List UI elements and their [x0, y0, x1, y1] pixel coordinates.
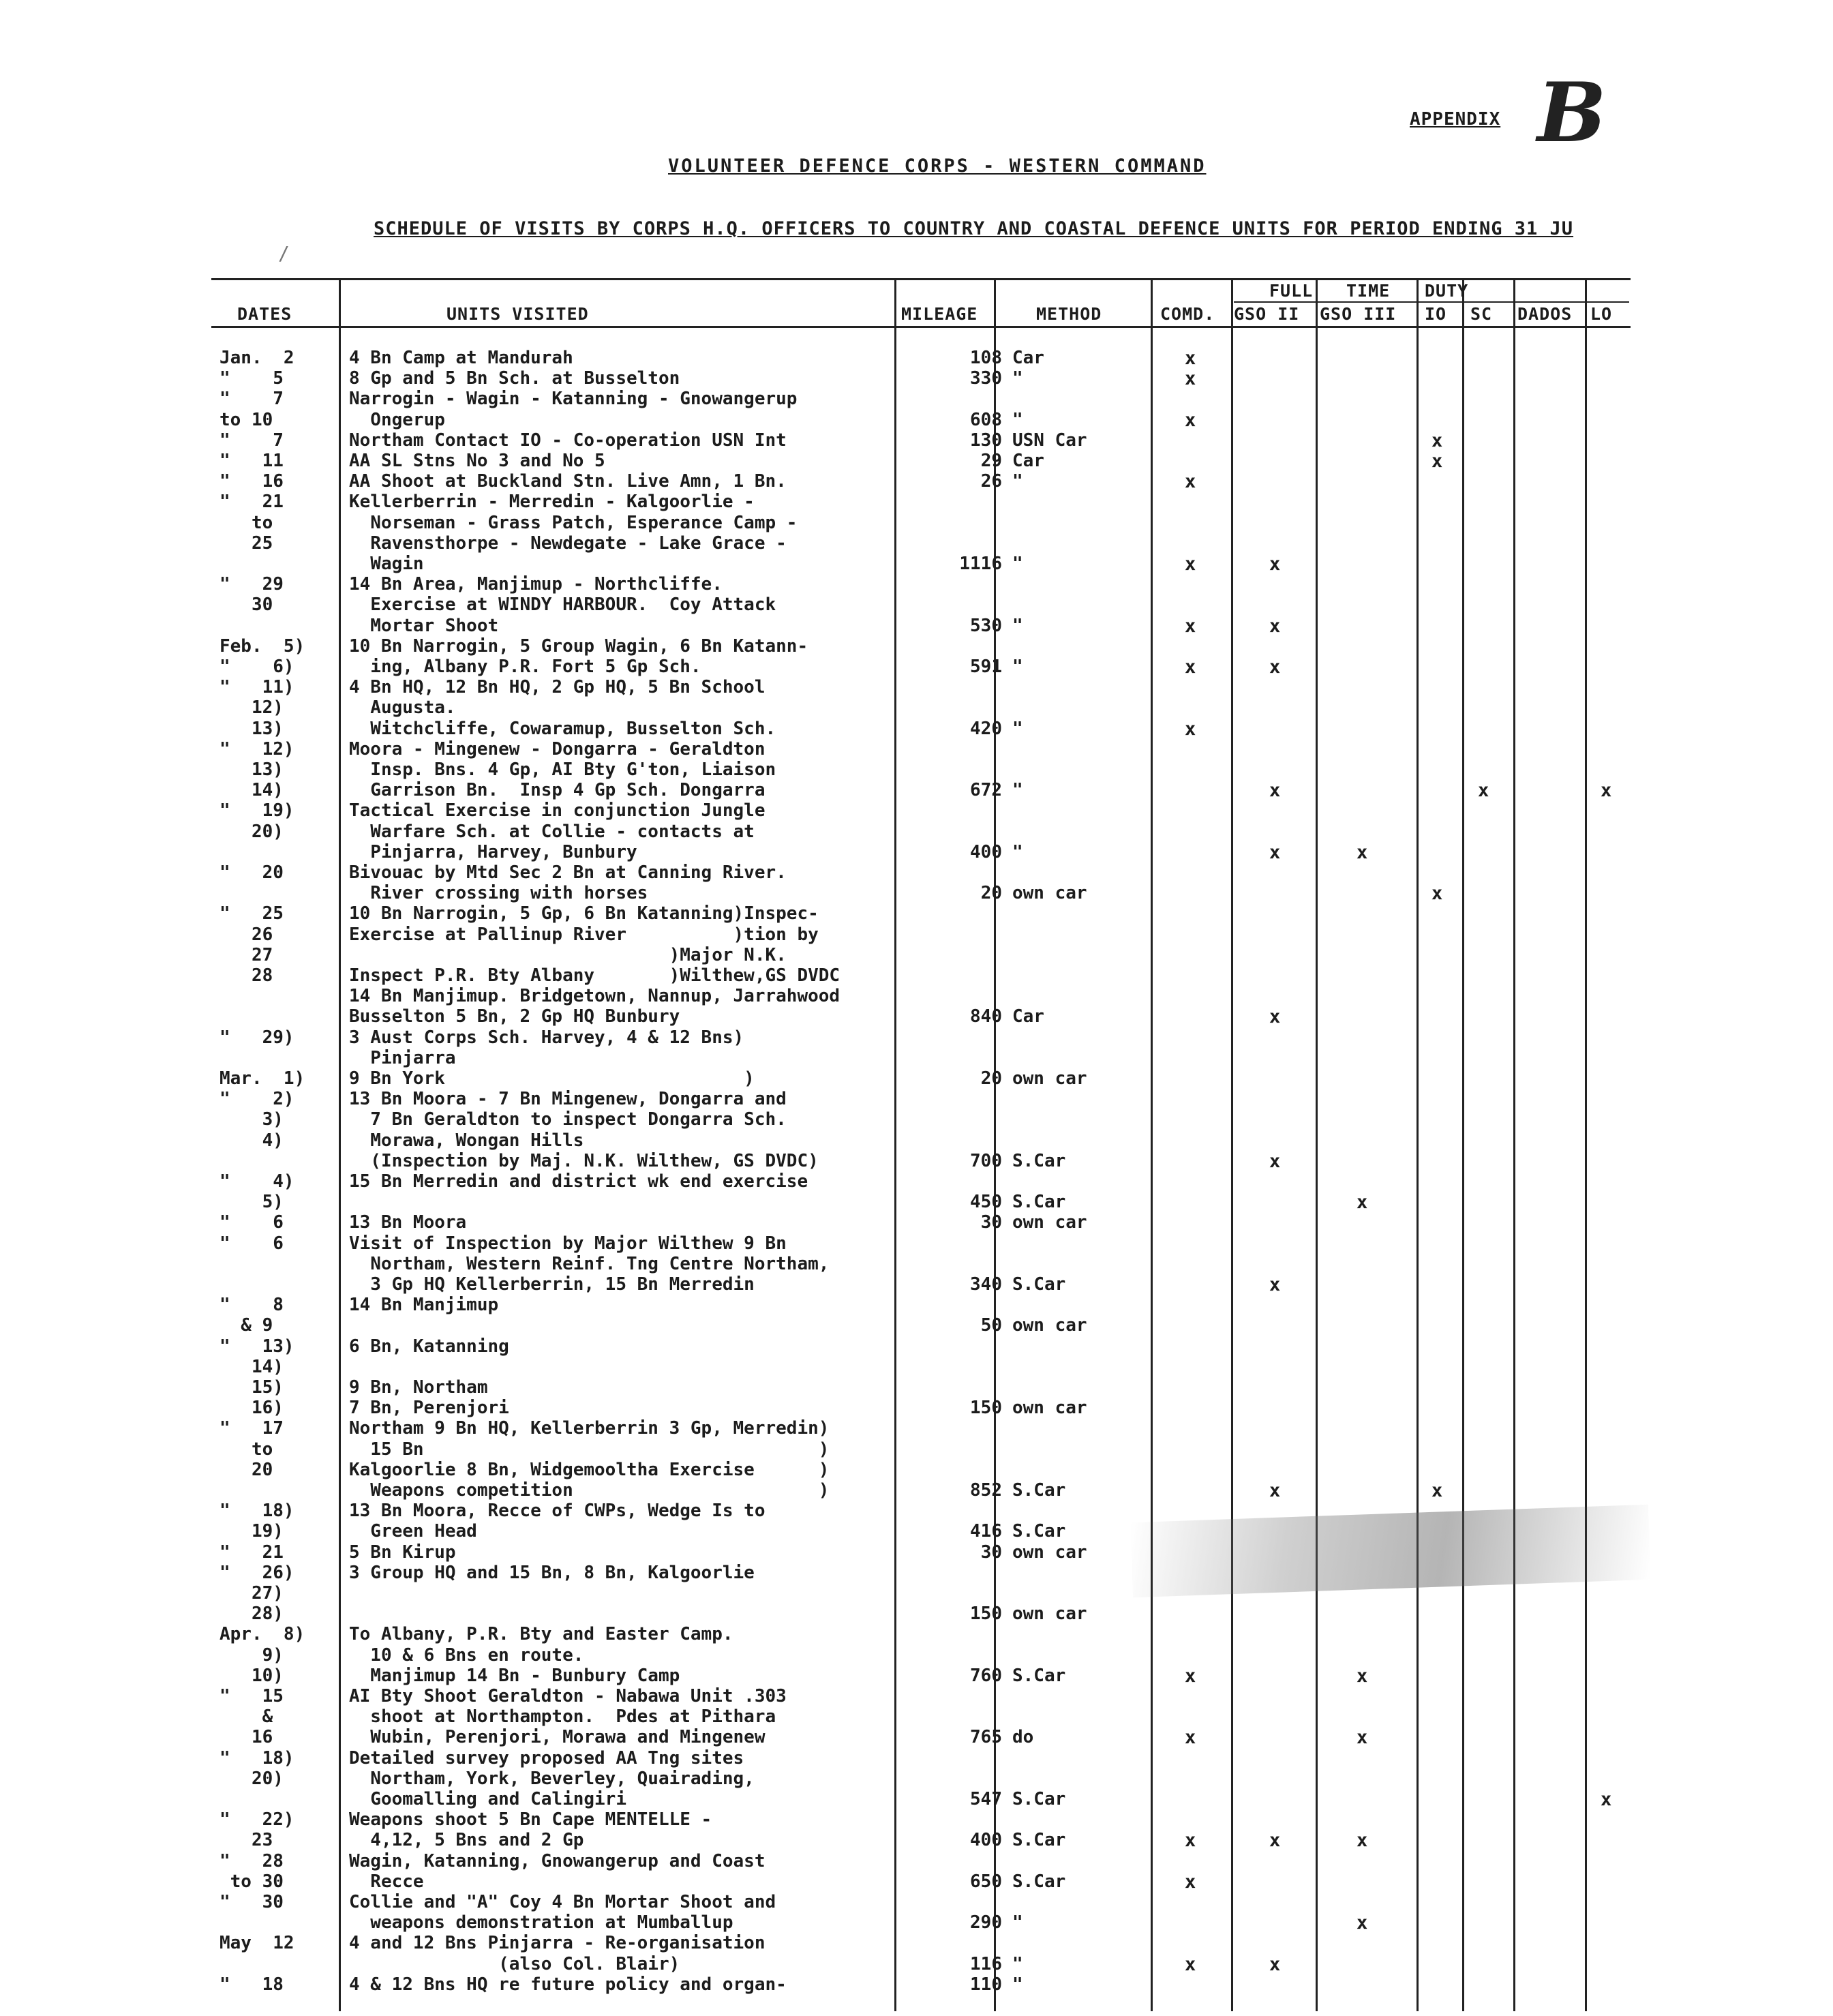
row-mileage: 290	[970, 1912, 1002, 1934]
row-unit-line: Pinjarra, Harvey, Bunbury	[349, 841, 637, 862]
row-date: " 18) 20)	[219, 1747, 294, 1789]
col-rule-gso2	[1231, 280, 1233, 2011]
header-sub-rule	[1234, 301, 1629, 303]
row-method: Car	[1012, 1006, 1044, 1027]
row-mileage: 26	[980, 471, 1002, 492]
row-unit-line: Augusta.	[349, 697, 456, 719]
mark-gso2: x	[1269, 1953, 1281, 1975]
row-unit-line: Garrison Bn. Insp 4 Gp Sch. Dongarra	[349, 780, 766, 801]
mark-lo: x	[1601, 780, 1612, 802]
row-date: " 6	[219, 1212, 284, 1233]
row-date: " 12) 13) 14)	[219, 738, 294, 801]
row-method: "	[1012, 471, 1023, 492]
row-unit-line: Northam 9 Bn HQ, Kellerberrin 3 Gp, Merredin)	[349, 1418, 830, 1439]
row-unit-line: Visit of Inspection by Major Wilthew 9 Bn	[349, 1233, 787, 1254]
mark-gso2: x	[1269, 841, 1281, 863]
row-unit-line: Northam Contact IO - Co-operation USN Int	[349, 430, 787, 451]
mark-comd: x	[1185, 554, 1196, 575]
mark-gso2: x	[1269, 657, 1281, 678]
row-method: S.Car	[1012, 1871, 1066, 1892]
mark-io: x	[1431, 883, 1443, 905]
mark-comd: x	[1185, 1953, 1196, 1975]
row-unit-line: Bivouac by Mtd Sec 2 Bn at Canning River.	[349, 862, 787, 883]
mark-gso3: x	[1357, 1830, 1368, 1852]
row-unit-line: (Inspection by Maj. N.K. Wilthew, GS DVDC)	[349, 1150, 819, 1171]
mark-gso3: x	[1357, 841, 1368, 863]
row-date: " 26) 27) 28)	[219, 1562, 294, 1625]
row-method: S.Car	[1012, 1521, 1066, 1542]
row-unit-line: Weapons shoot 5 Bn Cape MENTELLE -	[349, 1809, 712, 1831]
col-rule-comd	[1151, 280, 1153, 2011]
row-unit-line: 4,12, 5 Bns and 2 Gp	[349, 1830, 584, 1851]
row-date: " 25 26 27 28	[219, 903, 284, 986]
mark-gso2: x	[1269, 1274, 1281, 1295]
row-unit-line: 10 Bn Narrogin, 5 Group Wagin, 6 Bn Katann-	[349, 635, 808, 657]
row-date: " 29) Mar. 1)	[219, 1027, 305, 1089]
row-mileage: 330	[970, 368, 1002, 389]
row-method: own car	[1012, 883, 1087, 904]
row-mileage: 450	[970, 1192, 1002, 1213]
row-mileage: 530	[970, 615, 1002, 636]
row-date: " 21	[219, 1541, 284, 1563]
row-method: own car	[1012, 1068, 1087, 1089]
row-unit-line: Northam, Western Reinf. Tng Centre Northam,	[349, 1253, 830, 1274]
row-method: S.Car	[1012, 1665, 1066, 1686]
row-mileage: 547	[970, 1789, 1002, 1809]
row-unit-line: Weapons competition )	[349, 1480, 830, 1501]
row-unit-line: weapons demonstration at Mumballup	[349, 1912, 733, 1934]
col-rule-method	[994, 280, 996, 2011]
row-unit-line: Pinjarra	[349, 1047, 456, 1068]
row-unit-line: River crossing with horses	[349, 883, 648, 904]
row-mileage: 150	[970, 1604, 1002, 1625]
row-unit-line: 13 Bn Moora	[349, 1212, 467, 1233]
row-unit-line: 4 Bn HQ, 12 Bn HQ, 2 Gp HQ, 5 Bn School	[349, 677, 766, 698]
row-date: Apr. 8) 9) 10)	[219, 1624, 305, 1686]
header-duty: DUTY	[1425, 281, 1469, 301]
row-unit-line: Wagin	[349, 554, 424, 574]
header-dados: DADOS	[1517, 304, 1573, 324]
row-unit-line: 15 Bn Merredin and district wk end exercise	[349, 1171, 808, 1192]
mark-comd: x	[1185, 348, 1196, 369]
row-unit-line: Detailed survey proposed AA Tng sites	[349, 1747, 744, 1769]
row-unit-line: Inspect P.R. Bty Albany )Wilthew,GS DVDC	[349, 965, 840, 986]
row-method: own car	[1012, 1315, 1087, 1336]
row-date: " 11	[219, 451, 284, 471]
appendix-label: APPENDIX	[1410, 109, 1501, 130]
row-date: " 22) 23	[219, 1809, 294, 1851]
row-date: " 7 to 10	[219, 389, 284, 430]
row-unit-line: Insp. Bns. 4 Gp, AI Bty G'ton, Liaison	[349, 759, 776, 780]
header-dates: DATES	[237, 304, 292, 324]
row-unit-line: Norseman - Grass Patch, Esperance Camp -	[349, 512, 798, 533]
row-date: " 15 & 16	[219, 1686, 284, 1748]
row-unit-line: Wagin, Katanning, Gnowangerup and Coast	[349, 1850, 766, 1871]
row-mileage: 672	[970, 780, 1002, 801]
row-mileage: 150	[970, 1398, 1002, 1419]
row-unit-line: 4 Bn Camp at Mandurah	[349, 348, 573, 368]
row-unit-line: 9 Bn York )	[349, 1068, 755, 1089]
row-method: S.Car	[1012, 1789, 1066, 1809]
row-unit-line: Green Head	[349, 1521, 477, 1542]
header-comd: COMD.	[1160, 304, 1215, 324]
row-method: do	[1012, 1727, 1034, 1748]
header-method: METHOD	[1036, 304, 1102, 324]
row-unit-line: 14 Bn Area, Manjimup - Northcliffe.	[349, 574, 723, 595]
row-method: "	[1012, 718, 1023, 739]
row-unit-line: To Albany, P.R. Bty and Easter Camp.	[349, 1624, 733, 1645]
mark-gso3: x	[1357, 1727, 1368, 1749]
row-unit-line: 13 Bn Moora - 7 Bn Mingenew, Dongarra and	[349, 1089, 787, 1110]
mark-comd: x	[1185, 471, 1196, 493]
mark-comd: x	[1185, 615, 1196, 637]
mark-gso2: x	[1269, 554, 1281, 575]
row-unit-line: Collie and "A" Coy 4 Bn Mortar Shoot and	[349, 1892, 776, 1912]
col-rule-io	[1417, 280, 1419, 2011]
row-unit-line: shoot at Northampton. Pdes at Pithara	[349, 1706, 776, 1728]
row-method: S.Car	[1012, 1150, 1066, 1171]
col-rule-sc	[1462, 280, 1464, 2011]
row-mileage: 130	[970, 430, 1002, 451]
row-mileage: 1116	[959, 554, 1002, 574]
row-date: " 5	[219, 368, 284, 389]
row-date: May 12	[219, 1933, 294, 1954]
mark-gso2: x	[1269, 1006, 1281, 1028]
row-method: "	[1012, 1953, 1023, 1974]
row-unit-line: 14 Bn Manjimup	[349, 1295, 499, 1316]
row-unit-line: 8 Gp and 5 Bn Sch. at Busselton	[349, 368, 680, 389]
row-unit-line: Exercise at Pallinup River )tion by	[349, 924, 819, 945]
appendix-letter: B	[1537, 65, 1607, 161]
row-date: " 2) 3) 4)	[219, 1089, 294, 1151]
row-unit-line: 5 Bn Kirup	[349, 1541, 456, 1563]
row-unit-line: Mortar Shoot	[349, 615, 499, 636]
row-date: " 21 to 25	[219, 492, 284, 554]
document-subtitle: SCHEDULE OF VISITS BY CORPS H.Q. OFFICERS TO COUNTRY AND COASTAL DEFENCE UNITS FOR PERIOD ENDING 31 JU	[374, 218, 1574, 239]
row-mileage: 20	[980, 883, 1002, 904]
row-date: " 17 to 20	[219, 1418, 284, 1480]
mark-comd: x	[1185, 1830, 1196, 1852]
header-io: IO	[1425, 304, 1447, 324]
mark-io: x	[1431, 1480, 1443, 1501]
row-date: " 6	[219, 1233, 284, 1254]
mark-comd: x	[1185, 368, 1196, 390]
row-method: "	[1012, 657, 1023, 677]
row-unit-line: 15 Bn )	[349, 1439, 830, 1460]
row-unit-line: (also Col. Blair)	[349, 1953, 680, 1974]
row-method: "	[1012, 841, 1023, 862]
row-mileage: 116	[970, 1953, 1002, 1974]
row-unit-line: 3 Gp HQ Kellerberrin, 15 Bn Merredin	[349, 1274, 755, 1295]
mark-sc: x	[1478, 780, 1489, 802]
row-unit-line: 14 Bn Manjimup. Bridgetown, Nannup, Jarrahwood	[349, 986, 840, 1007]
row-date: Feb. 5) " 6)	[219, 635, 305, 677]
mark-comd: x	[1185, 1727, 1196, 1749]
row-unit-line: 3 Aust Corps Sch. Harvey, 4 & 12 Bns)	[349, 1027, 744, 1048]
row-unit-line: )Major N.K.	[349, 944, 787, 965]
row-date: " 20	[219, 862, 284, 883]
row-method: "	[1012, 554, 1023, 574]
mark-comd: x	[1185, 1871, 1196, 1893]
row-unit-line: Manjimup 14 Bn - Bunbury Camp	[349, 1665, 680, 1686]
row-unit-line: Northam, York, Beverley, Quairading,	[349, 1768, 755, 1789]
row-unit-line: 4 & 12 Bns HQ re future policy and organ-	[349, 1974, 787, 1995]
row-method: "	[1012, 368, 1023, 389]
row-mileage: 110	[970, 1974, 1002, 1995]
row-date: " 8 & 9	[219, 1295, 284, 1336]
row-mileage: 608	[970, 409, 1002, 430]
mark-gso3: x	[1357, 1912, 1368, 1934]
row-unit-line: Tactical Exercise in conjunction Jungle	[349, 800, 766, 822]
row-date: " 16	[219, 471, 284, 492]
mark-gso3: x	[1357, 1192, 1368, 1214]
row-unit-line: 13 Bn Moora, Recce of CWPs, Wedge Is to	[349, 1501, 766, 1522]
row-date: " 4) 5)	[219, 1171, 294, 1213]
header-units: UNITS VISITED	[446, 304, 589, 324]
row-unit-line: Narrogin - Wagin - Katanning - Gnowangerup	[349, 389, 798, 410]
row-unit-line: Busselton 5 Bn, 2 Gp HQ Bunbury	[349, 1006, 680, 1027]
row-mileage: 400	[970, 841, 1002, 862]
row-unit-line: Kellerberrin - Merredin - Kalgoorlie -	[349, 492, 755, 513]
row-unit-line: 10 Bn Narrogin, 5 Gp, 6 Bn Katanning)Inspec-	[349, 903, 819, 924]
col-rule-lo	[1585, 280, 1587, 2011]
row-mileage: 765	[970, 1727, 1002, 1748]
col-rule-dados	[1513, 280, 1515, 2011]
row-unit-line: ing, Albany P.R. Fort 5 Gp Sch.	[349, 657, 701, 677]
row-mileage: 760	[970, 1665, 1002, 1686]
row-mileage: 340	[970, 1274, 1002, 1295]
row-unit-line: Ravensthorpe - Newdegate - Lake Grace -	[349, 532, 787, 554]
row-unit-line: Witchcliffe, Cowaramup, Busselton Sch.	[349, 718, 776, 739]
row-unit-line: 6 Bn, Katanning	[349, 1336, 509, 1357]
header-time: TIME	[1346, 281, 1391, 301]
scan-smudge	[1130, 1505, 1650, 1597]
row-mileage: 416	[970, 1521, 1002, 1542]
row-unit-line: AA SL Stns No 3 and No 5	[349, 451, 605, 471]
col-rule-mileage	[894, 280, 896, 2011]
col-rule-gso3	[1316, 280, 1318, 2011]
row-mileage: 29	[980, 451, 1002, 471]
header-mileage: MILEAGE	[901, 304, 978, 324]
row-method: "	[1012, 615, 1023, 636]
row-date: " 30	[219, 1892, 284, 1912]
row-unit-line: Recce	[349, 1871, 424, 1892]
row-date: " 29 30	[219, 574, 284, 616]
row-mileage: 852	[970, 1480, 1002, 1501]
row-date: " 13) 14)	[219, 1336, 294, 1377]
row-date: " 11) 12) 13)	[219, 677, 294, 739]
row-unit-line: Kalgoorlie 8 Bn, Widgemooltha Exercise )	[349, 1459, 830, 1480]
row-method: "	[1012, 1912, 1023, 1934]
row-method: S.Car	[1012, 1192, 1066, 1213]
mark-comd: x	[1185, 409, 1196, 431]
row-unit-line: Ongerup	[349, 409, 445, 430]
col-rule-units	[339, 280, 341, 2011]
row-unit-line: Goomalling and Calingiri	[349, 1789, 626, 1809]
row-unit-line: Morawa, Wongan Hills	[349, 1130, 584, 1151]
row-mileage: 108	[970, 348, 1002, 368]
row-unit-line: AI Bty Shoot Geraldton - Nabawa Unit .303	[349, 1686, 787, 1706]
row-unit-line: 7 Bn, Perenjori	[349, 1398, 509, 1419]
row-date: 15) 16)	[251, 1377, 284, 1419]
row-unit-line: Exercise at WINDY HARBOUR. Coy Attack	[349, 595, 776, 616]
mark-comd: x	[1185, 1665, 1196, 1687]
row-unit-line: 7 Bn Geraldton to inspect Dongarra Sch.	[349, 1109, 787, 1130]
row-method: "	[1012, 409, 1023, 430]
mark-gso2: x	[1269, 1830, 1281, 1852]
row-method: Car	[1012, 451, 1044, 471]
mark-comd: x	[1185, 718, 1196, 740]
row-unit-line: 3 Group HQ and 15 Bn, 8 Bn, Kalgoorlie	[349, 1562, 755, 1583]
margin-mark: /	[278, 242, 290, 265]
header-full: FULL	[1269, 281, 1314, 301]
mark-io: x	[1431, 451, 1443, 472]
row-mileage: 420	[970, 718, 1002, 739]
row-date: " 18	[219, 1974, 284, 1995]
row-date: Jan. 2	[219, 348, 294, 368]
row-date: " 18) 19)	[219, 1501, 294, 1542]
row-method: own car	[1012, 1604, 1087, 1625]
row-method: Car	[1012, 348, 1044, 368]
row-method: own car	[1012, 1541, 1087, 1563]
row-date: " 19) 20)	[219, 800, 294, 842]
row-method: S.Car	[1012, 1480, 1066, 1501]
row-mileage: 840	[970, 1006, 1002, 1027]
row-unit-line: 9 Bn, Northam	[349, 1377, 488, 1398]
row-date: " 28 to 30	[219, 1850, 284, 1892]
mark-gso2: x	[1269, 1480, 1281, 1501]
mark-io: x	[1431, 430, 1443, 451]
header-lo: LO	[1590, 304, 1613, 324]
row-unit-line: 10 & 6 Bns en route.	[349, 1644, 584, 1666]
mark-gso2: x	[1269, 780, 1281, 802]
document-title: VOLUNTEER DEFENCE CORPS - WESTERN COMMAND	[668, 155, 1207, 177]
row-mileage: 50	[980, 1315, 1002, 1336]
row-mileage: 591	[970, 657, 1002, 677]
header-gso2: GSO II	[1234, 304, 1300, 324]
mark-gso2: x	[1269, 1150, 1281, 1172]
mark-lo: x	[1601, 1789, 1612, 1810]
header-sc: SC	[1470, 304, 1493, 324]
header-gso3: GSO III	[1320, 304, 1397, 324]
row-method: S.Car	[1012, 1274, 1066, 1295]
mark-comd: x	[1185, 657, 1196, 678]
mark-gso3: x	[1357, 1665, 1368, 1687]
row-method: "	[1012, 780, 1023, 801]
row-method: own car	[1012, 1398, 1087, 1419]
row-unit-line: Warfare Sch. at Collie - contacts at	[349, 821, 755, 842]
row-method: USN Car	[1012, 430, 1087, 451]
row-mileage: 30	[980, 1212, 1002, 1233]
row-method: "	[1012, 1974, 1023, 1995]
row-mileage: 650	[970, 1871, 1002, 1892]
row-unit-line: 4 and 12 Bns Pinjarra - Re-organisation	[349, 1933, 766, 1954]
row-unit-line: AA Shoot at Buckland Stn. Live Amn, 1 Bn.	[349, 471, 787, 492]
row-mileage: 700	[970, 1150, 1002, 1171]
row-mileage: 400	[970, 1830, 1002, 1851]
row-mileage: 30	[980, 1541, 1002, 1563]
row-mileage: 20	[980, 1068, 1002, 1089]
row-date: " 7	[219, 430, 284, 451]
row-method: own car	[1012, 1212, 1087, 1233]
row-unit-line: Moora - Mingenew - Dongarra - Geraldton	[349, 738, 766, 759]
mark-gso2: x	[1269, 615, 1281, 637]
row-unit-line: Wubin, Perenjori, Morawa and Mingenew	[349, 1727, 766, 1748]
row-method: S.Car	[1012, 1830, 1066, 1851]
